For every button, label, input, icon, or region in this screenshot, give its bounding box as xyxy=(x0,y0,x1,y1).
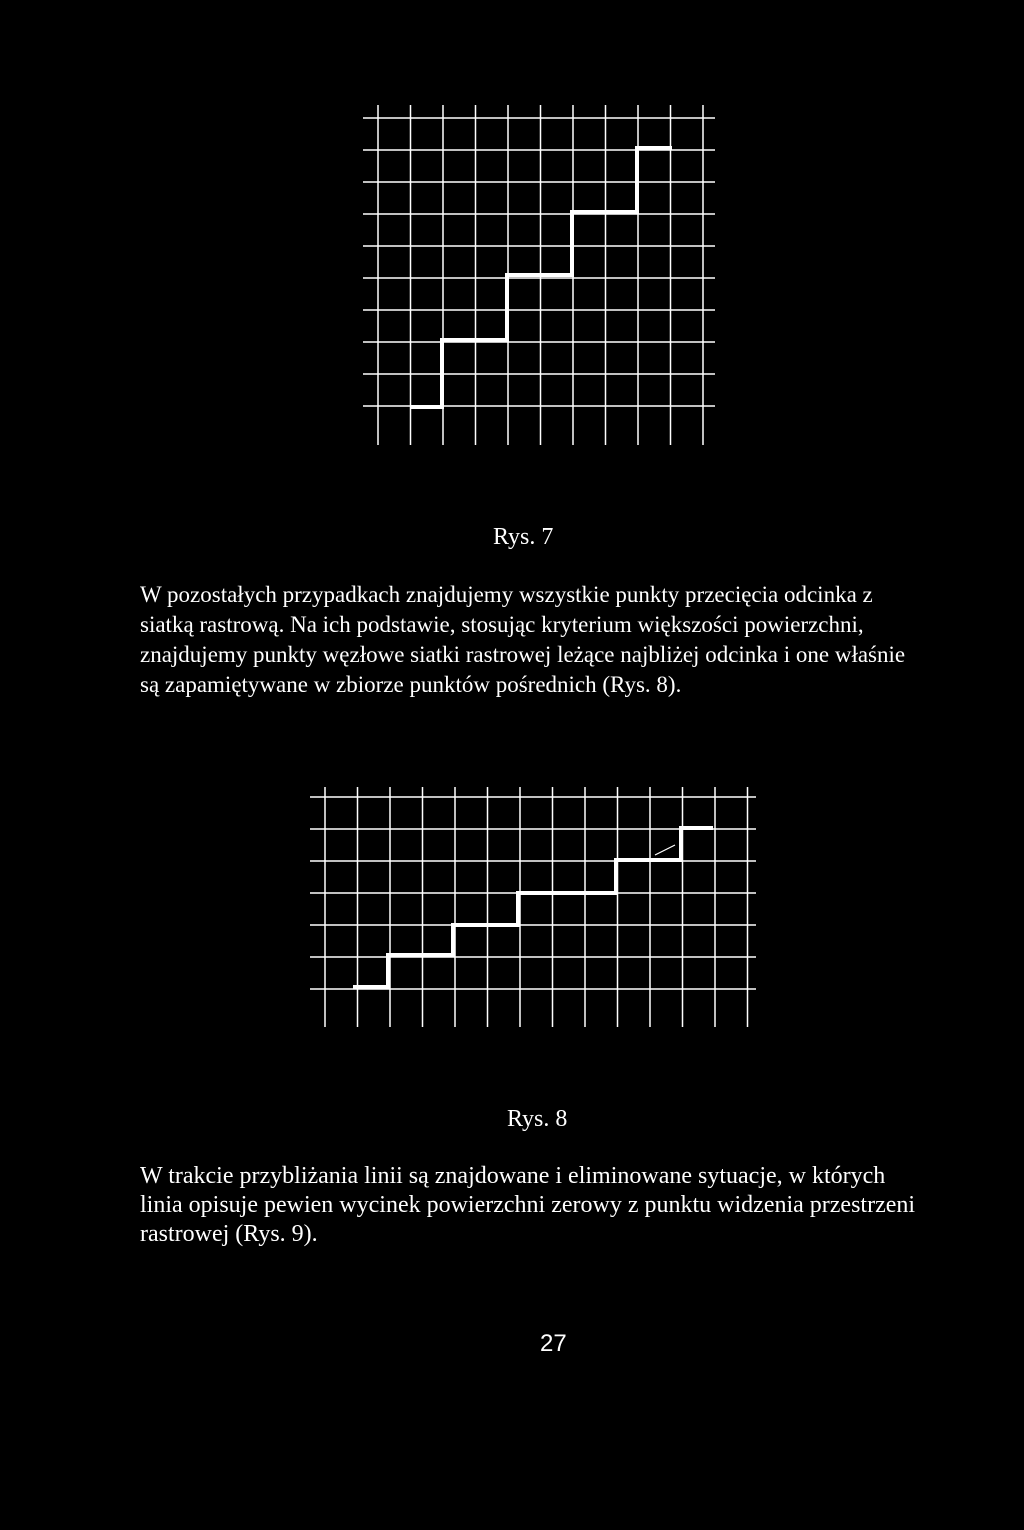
figure-7-caption: Rys. 7 xyxy=(493,524,554,550)
figure-8-raster-grid xyxy=(308,785,758,1030)
figure-8-caption: Rys. 8 xyxy=(507,1106,568,1132)
figure-8-approximated-segment xyxy=(655,845,675,855)
figure-8-staircase-line xyxy=(353,828,713,987)
paragraph-2: W trakcie przybliżania linii są znajdowane i eliminowane sytuacje, w których linia opisuje pewien wycinek powierzchni zerowy z punktu widzenia przestrzeni rastrowej (Rys. 9). xyxy=(140,1163,916,1247)
paragraph-1: W pozostałych przypadkach znajdujemy wszystkie punkty przecięcia odcinka z siatką rastrową. Na ich podstawie, stosując kryterium większości powierzchni, znajdujemy punkty węzłowe siatki rastrowej leżące najbliżej odcinka i one właśnie są zapamiętywane w zbiorze punktów pośrednich (Rys. 8). xyxy=(140,582,906,697)
figure-7-raster-grid xyxy=(360,100,720,450)
page-number: 27 xyxy=(540,1330,567,1357)
